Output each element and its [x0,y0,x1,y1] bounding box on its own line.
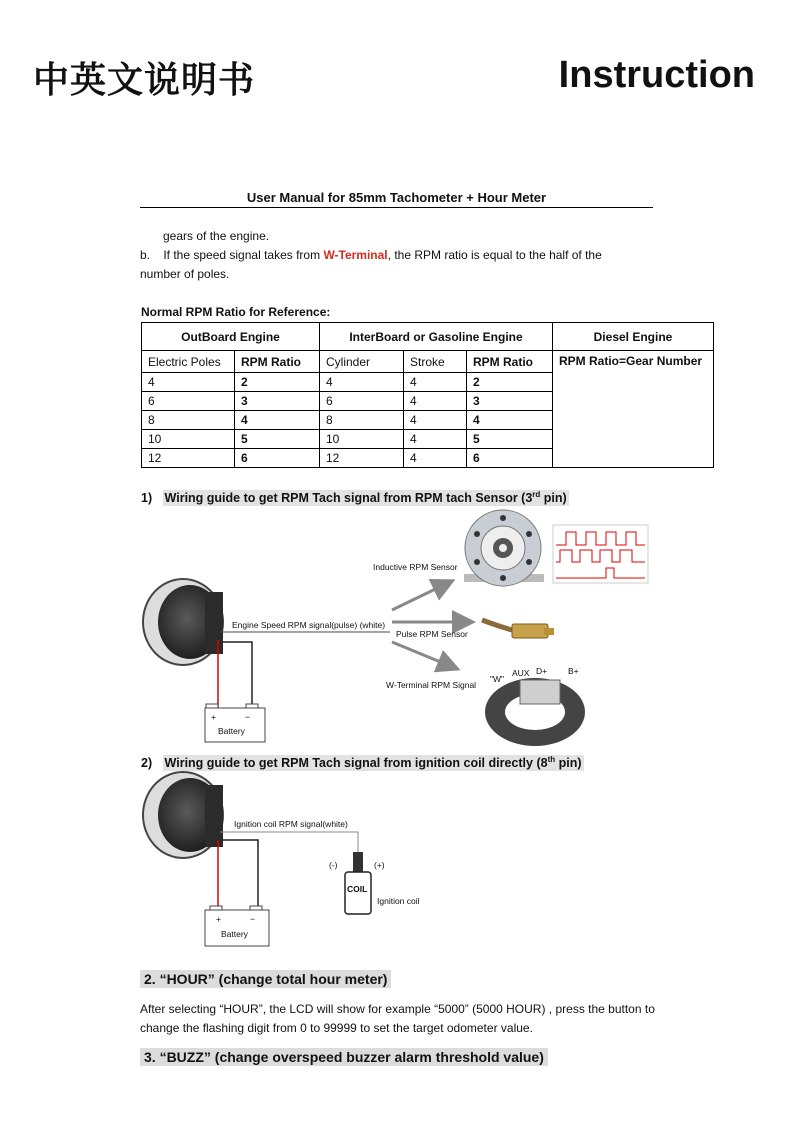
w-terminal-label: W-Terminal RPM Signal [386,680,477,690]
intro-line-1: gears of the engine. [163,229,270,243]
intro-line-2: b. If the speed signal takes from W-Terminal, the RPM ratio is equal to the half of the [140,248,602,262]
alternator-regulator [485,666,585,746]
table-row: 10 5 10 4 5 [142,430,714,449]
group-inboard: InterBoard or Gasoline Engine [320,323,553,351]
svg-text:AUX: AUX [512,668,530,678]
hour-heading: 2. “HOUR” (change total hour meter) [140,970,391,988]
svg-text:B+: B+ [568,666,579,676]
section1-heading: 1) Wiring guide to get RPM Tach signal from RPM tach Sensor (3rd pin) [141,490,567,506]
group-diesel: Diesel Engine [553,323,714,351]
manual-title: User Manual for 85mm Tachometer + Hour Meter [140,190,653,208]
battery-2 [205,906,269,946]
table-row: 8 4 8 4 4 [142,411,714,430]
tachometer-gauge-1 [143,579,223,665]
hour-line-2: change the flashing digit from 0 to 99999 to set the target odometer value. [140,1021,533,1035]
ignition-coil [329,852,420,914]
title-chinese: 中英文说明书 [33,60,256,101]
group-outboard: OutBoard Engine [142,323,320,351]
table-row: 6 3 6 4 3 [142,392,714,411]
col-rpm-ratio-inboard: RPM Ratio [467,351,553,373]
col-cylinder: Cylinder [320,351,404,373]
pulse-sensor [482,620,554,638]
svg-text:+: + [216,914,221,924]
inductive-sensor-label: Inductive RPM Sensor [373,562,458,572]
col-electric-poles: Electric Poles [142,351,235,373]
w-terminal-highlight: W-Terminal [323,248,388,262]
svg-text:D+: D+ [536,666,548,676]
svg-text:+: + [211,712,216,722]
svg-text:"W": "W" [490,674,505,684]
svg-text:Battery: Battery [218,726,245,736]
svg-text:−: − [250,914,255,924]
signal-label-2: Ignition coil RPM signal(white) [234,819,348,829]
table-heading: Normal RPM Ratio for Reference: [141,305,331,319]
col-stroke: Stroke [404,351,467,373]
tachometer-gauge-2 [143,772,223,858]
battery-1 [205,704,265,742]
svg-text:(+): (+) [374,860,385,870]
section2-heading: 2) Wiring guide to get RPM Tach signal from ignition coil directly (8th pin) [141,755,582,771]
table-row: 12 6 12 4 6 [142,449,714,468]
pulse-waveform [553,525,648,583]
col-rpm-ratio-outboard: RPM Ratio [235,351,320,373]
buzz-heading: 3. “BUZZ” (change overspeed buzzer alarm threshold value) [140,1048,548,1066]
hour-line-1: After selecting “HOUR”, the LCD will show for example “5000” (5000 HOUR) , press the button to [140,1002,655,1016]
signal-label-1: Engine Speed RPM signal(pulse) (white) [232,620,386,630]
title-english: Instruction [558,54,755,96]
svg-text:(-): (-) [329,860,338,870]
intro-line-3: number of poles. [140,267,230,281]
inductive-sensor-wheel [464,510,544,586]
svg-text:−: − [245,712,250,722]
svg-text:Ignition coil: Ignition coil [377,896,420,906]
pulse-sensor-label: Pulse RPM Sensor [396,629,468,639]
svg-text:COIL: COIL [347,884,368,894]
col-diesel-rule: RPM Ratio=Gear Number [553,351,714,468]
table-row: 4 2 4 4 2 [142,373,714,392]
svg-text:Battery: Battery [221,929,248,939]
